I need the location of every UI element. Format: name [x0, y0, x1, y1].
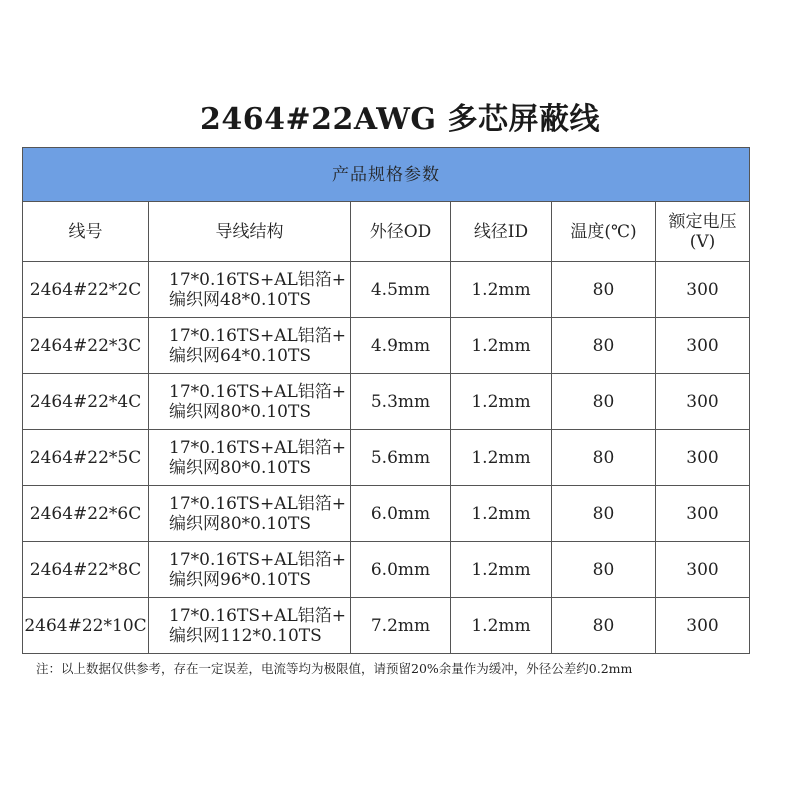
cell-voltage: 300	[656, 598, 750, 654]
cell-voltage: 300	[656, 318, 750, 374]
cell-id: 1.2mm	[451, 262, 552, 318]
cell-id: 1.2mm	[451, 318, 552, 374]
cell-temp: 80	[552, 262, 656, 318]
cell-od: 4.9mm	[351, 318, 451, 374]
table-header-row	[23, 202, 750, 262]
table-row	[23, 542, 750, 598]
structure-line1: 17*0.16TS+AL铝箔+	[169, 269, 347, 290]
cell-structure	[149, 542, 351, 598]
footnote: 注：以上数据仅供参考，存在一定误差，电流等均为极限值，请预留20%余量作为缓冲，外径公差约0.2mm	[36, 661, 633, 676]
cell-voltage: 300	[656, 542, 750, 598]
cell-structure	[149, 318, 351, 374]
cell-model: 2464#22*5C	[23, 430, 149, 486]
cell-od: 6.0mm	[351, 542, 451, 598]
cell-voltage: 300	[656, 486, 750, 542]
table-row	[23, 598, 750, 654]
cell-model: 2464#22*3C	[23, 318, 149, 374]
structure-line1: 17*0.16TS+AL铝箔+	[169, 381, 347, 402]
cell-voltage: 300	[656, 374, 750, 430]
table-row	[23, 430, 750, 486]
cell-id: 1.2mm	[451, 430, 552, 486]
table-banner: 产品规格参数	[23, 148, 750, 202]
cell-temp: 80	[552, 542, 656, 598]
table-row	[23, 374, 750, 430]
cell-voltage: 300	[656, 430, 750, 486]
cell-temp: 80	[552, 486, 656, 542]
structure-line2: 编织网80*0.10TS	[169, 513, 311, 534]
structure-line1: 17*0.16TS+AL铝箔+	[169, 605, 347, 626]
cell-od: 7.2mm	[351, 598, 451, 654]
cell-od: 5.3mm	[351, 374, 451, 430]
structure-line1: 17*0.16TS+AL铝箔+	[169, 493, 347, 514]
structure-line1: 17*0.16TS+AL铝箔+	[169, 325, 347, 346]
cell-structure	[149, 262, 351, 318]
structure-line2: 编织网80*0.10TS	[169, 457, 311, 478]
spec-table	[22, 147, 750, 654]
cell-od: 6.0mm	[351, 486, 451, 542]
table-row	[23, 486, 750, 542]
header-voltage	[656, 202, 750, 262]
cell-structure	[149, 374, 351, 430]
cell-temp: 80	[552, 374, 656, 430]
cell-model: 2464#22*10C	[23, 598, 149, 654]
cell-model: 2464#22*6C	[23, 486, 149, 542]
cell-model: 2464#22*8C	[23, 542, 149, 598]
cell-od: 5.6mm	[351, 430, 451, 486]
cell-model: 2464#22*4C	[23, 374, 149, 430]
cell-temp: 80	[552, 598, 656, 654]
structure-line1: 17*0.16TS+AL铝箔+	[169, 437, 347, 458]
structure-line2: 编织网48*0.10TS	[169, 289, 311, 310]
structure-line2: 编织网80*0.10TS	[169, 401, 311, 422]
page-title: 2464#22AWG 多芯屏蔽线	[200, 102, 600, 137]
header-voltage-line2: (V)	[689, 231, 716, 252]
header-od: 外径OD	[351, 202, 451, 262]
cell-voltage: 300	[656, 262, 750, 318]
cell-structure	[149, 430, 351, 486]
cell-structure	[149, 486, 351, 542]
structure-line2: 编织网64*0.10TS	[169, 345, 311, 366]
header-temp: 温度(℃)	[552, 202, 656, 262]
cell-id: 1.2mm	[451, 486, 552, 542]
header-structure: 导线结构	[149, 202, 351, 262]
cell-structure	[149, 598, 351, 654]
structure-line1: 17*0.16TS+AL铝箔+	[169, 549, 347, 570]
cell-id: 1.2mm	[451, 542, 552, 598]
header-id: 线径ID	[451, 202, 552, 262]
cell-id: 1.2mm	[451, 598, 552, 654]
cell-model: 2464#22*2C	[23, 262, 149, 318]
structure-line2: 编织网96*0.10TS	[169, 569, 311, 590]
cell-temp: 80	[552, 318, 656, 374]
table-row	[23, 262, 750, 318]
structure-line2: 编织网112*0.10TS	[169, 625, 322, 646]
header-model: 线号	[23, 202, 149, 262]
cell-id: 1.2mm	[451, 374, 552, 430]
cell-temp: 80	[552, 430, 656, 486]
header-voltage-line1: 额定电压	[668, 211, 737, 232]
table-row	[23, 318, 750, 374]
cell-od: 4.5mm	[351, 262, 451, 318]
